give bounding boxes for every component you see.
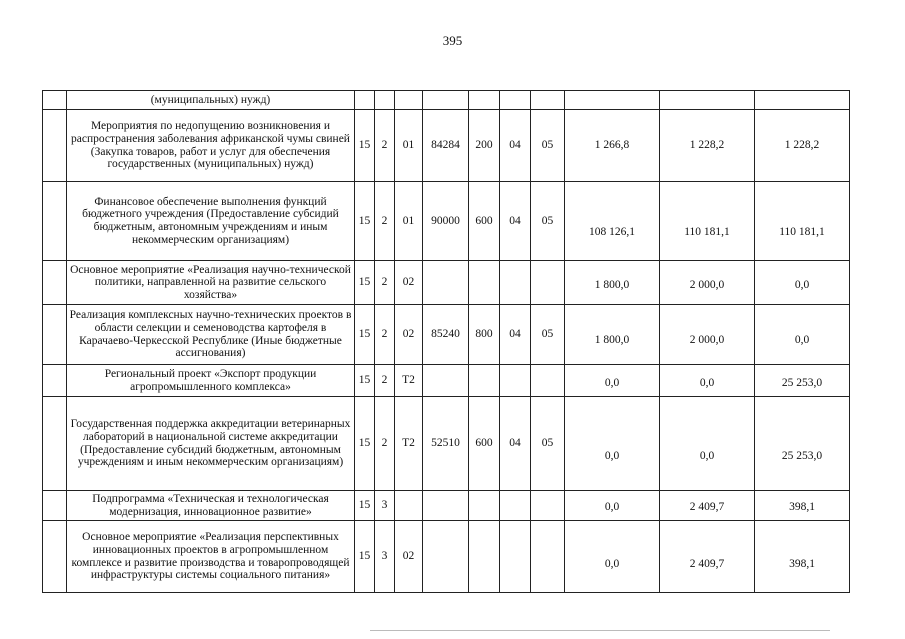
- code-expense-type-cell: [469, 365, 500, 397]
- code-expense-type-cell: 800: [469, 305, 500, 365]
- amount-year1-cell: 1 266,8: [565, 110, 660, 182]
- code-expense-type-cell: [469, 521, 500, 593]
- code-subsection-cell: [531, 261, 565, 305]
- code-direction-cell: [423, 261, 469, 305]
- amount-year1-cell: 0,0: [565, 521, 660, 593]
- amount-year1-cell: 0,0: [565, 397, 660, 491]
- code-subprogram-cell: 2: [375, 261, 395, 305]
- code-event-cell: 01: [395, 110, 423, 182]
- amount-year3-cell: 1 228,2: [755, 110, 850, 182]
- code-subsection-cell: [531, 91, 565, 110]
- row-name-cell: Мероприятия по недопущению возникновения и распространения заболевания африканской чумы свиней (Закупка товаров, работ и услуг для обеспечения государственных (муниципальных) нужд): [67, 110, 355, 182]
- row-name-cell: Подпрограмма «Техническая и технологическая модернизация, инновационное развитие»: [67, 491, 355, 521]
- table-row: [43, 305, 850, 365]
- code-direction-cell: 52510: [423, 397, 469, 491]
- code-subprogram-cell: 2: [375, 305, 395, 365]
- amount-year1-cell: 0,0: [565, 491, 660, 521]
- code-section-cell: [500, 521, 531, 593]
- code-event-cell: 02: [395, 521, 423, 593]
- code-subprogram-cell: 3: [375, 491, 395, 521]
- code-subsection-cell: [531, 521, 565, 593]
- code-subprogram-cell: 2: [375, 182, 395, 261]
- table-row: [43, 365, 850, 397]
- table-row: [43, 182, 850, 261]
- row-name-cell: (муниципальных) нужд): [67, 91, 355, 110]
- code-direction-cell: [423, 91, 469, 110]
- code-subsection-cell: [531, 365, 565, 397]
- amount-year2-cell: 0,0: [660, 397, 755, 491]
- code-subprogram-cell: 2: [375, 397, 395, 491]
- code-program-cell: 15: [355, 397, 375, 491]
- code-program-cell: 15: [355, 521, 375, 593]
- code-program-cell: 15: [355, 261, 375, 305]
- code-subsection-cell: 05: [531, 397, 565, 491]
- row-name-cell: Финансовое обеспечение выполнения функций бюджетного учреждения (Предоставление субсидий бюджетным, автономным учреждениям и иным некоммерческим организациям): [67, 182, 355, 261]
- amount-year1-cell: 0,0: [565, 365, 660, 397]
- amount-year3-cell: [755, 91, 850, 110]
- amount-year3-cell: 110 181,1: [755, 182, 850, 261]
- code-event-cell: [395, 491, 423, 521]
- amount-year3-cell: 25 253,0: [755, 397, 850, 491]
- code-section-cell: 04: [500, 397, 531, 491]
- code-expense-type-cell: 600: [469, 182, 500, 261]
- code-direction-cell: 84284: [423, 110, 469, 182]
- code-subsection-cell: [531, 491, 565, 521]
- row-number-cell: [43, 397, 67, 491]
- code-subprogram-cell: 2: [375, 365, 395, 397]
- amount-year2-cell: 1 228,2: [660, 110, 755, 182]
- code-expense-type-cell: [469, 91, 500, 110]
- amount-year2-cell: 2 409,7: [660, 491, 755, 521]
- code-section-cell: [500, 91, 531, 110]
- row-name-cell: Основное мероприятие «Реализация перспективных инновационных проектов в агропромышленном комплексе и развитие производства и товаропроводящей инфраструктуры системы социального питания»: [67, 521, 355, 593]
- code-direction-cell: [423, 521, 469, 593]
- amount-year3-cell: 398,1: [755, 491, 850, 521]
- code-direction-cell: 85240: [423, 305, 469, 365]
- code-subprogram-cell: 3: [375, 521, 395, 593]
- code-subsection-cell: 05: [531, 110, 565, 182]
- row-number-cell: [43, 521, 67, 593]
- amount-year1-cell: 1 800,0: [565, 261, 660, 305]
- code-section-cell: 04: [500, 305, 531, 365]
- table-row: [43, 110, 850, 182]
- amount-year3-cell: 398,1: [755, 521, 850, 593]
- code-direction-cell: 90000: [423, 182, 469, 261]
- row-name-cell: Реализация комплексных научно-технических проектов в области селекции и семеноводства картофеля в Карачаево-Черкесской Республике (Иные бюджетные ассигнования): [67, 305, 355, 365]
- amount-year2-cell: 2 000,0: [660, 261, 755, 305]
- code-event-cell: 01: [395, 182, 423, 261]
- code-subprogram-cell: [375, 91, 395, 110]
- row-name-cell: Основное мероприятие «Реализация научно-технической политики, направленной на развитие сельского хозяйства»: [67, 261, 355, 305]
- code-expense-type-cell: [469, 491, 500, 521]
- amount-year2-cell: 2 000,0: [660, 305, 755, 365]
- code-program-cell: 15: [355, 305, 375, 365]
- amount-year2-cell: 110 181,1: [660, 182, 755, 261]
- row-number-cell: [43, 91, 67, 110]
- code-event-cell: 02: [395, 261, 423, 305]
- table-row: [43, 397, 850, 491]
- code-program-cell: 15: [355, 110, 375, 182]
- code-event-cell: T2: [395, 365, 423, 397]
- code-direction-cell: [423, 365, 469, 397]
- amount-year2-cell: 0,0: [660, 365, 755, 397]
- page-number: 395: [442, 33, 463, 48]
- code-event-cell: 02: [395, 305, 423, 365]
- row-number-cell: [43, 110, 67, 182]
- amount-year3-cell: 0,0: [755, 305, 850, 365]
- row-number-cell: [43, 491, 67, 521]
- amount-year2-cell: 2 409,7: [660, 521, 755, 593]
- amount-year1-cell: [565, 91, 660, 110]
- code-section-cell: [500, 491, 531, 521]
- row-number-cell: [43, 305, 67, 365]
- table-row: [43, 91, 850, 110]
- code-subsection-cell: 05: [531, 182, 565, 261]
- code-subsection-cell: 05: [531, 305, 565, 365]
- code-program-cell: 15: [355, 182, 375, 261]
- code-event-cell: [395, 91, 423, 110]
- code-program-cell: 15: [355, 365, 375, 397]
- amount-year3-cell: 25 253,0: [755, 365, 850, 397]
- amount-year1-cell: 108 126,1: [565, 182, 660, 261]
- code-program-cell: 15: [355, 491, 375, 521]
- row-number-cell: [43, 182, 67, 261]
- code-expense-type-cell: 600: [469, 397, 500, 491]
- code-direction-cell: [423, 491, 469, 521]
- row-number-cell: [43, 261, 67, 305]
- code-section-cell: 04: [500, 182, 531, 261]
- scan-bottom-line: [370, 630, 830, 631]
- code-section-cell: [500, 365, 531, 397]
- code-expense-type-cell: 200: [469, 110, 500, 182]
- code-subprogram-cell: 2: [375, 110, 395, 182]
- row-number-cell: [43, 365, 67, 397]
- table-row: [43, 491, 850, 521]
- code-program-cell: [355, 91, 375, 110]
- table-row: [43, 521, 850, 593]
- amount-year3-cell: 0,0: [755, 261, 850, 305]
- budget-table: [42, 90, 850, 593]
- amount-year2-cell: [660, 91, 755, 110]
- code-section-cell: 04: [500, 110, 531, 182]
- table-row: [43, 261, 850, 305]
- row-name-cell: Региональный проект «Экспорт продукции агропромышленного комплекса»: [67, 365, 355, 397]
- code-section-cell: [500, 261, 531, 305]
- code-event-cell: T2: [395, 397, 423, 491]
- amount-year1-cell: 1 800,0: [565, 305, 660, 365]
- row-name-cell: Государственная поддержка аккредитации ветеринарных лабораторий в национальной системе аккредитации (Предоставление субсидий бюджетным, автономным учреждениям и иным некоммерческим организациям): [67, 397, 355, 491]
- code-expense-type-cell: [469, 261, 500, 305]
